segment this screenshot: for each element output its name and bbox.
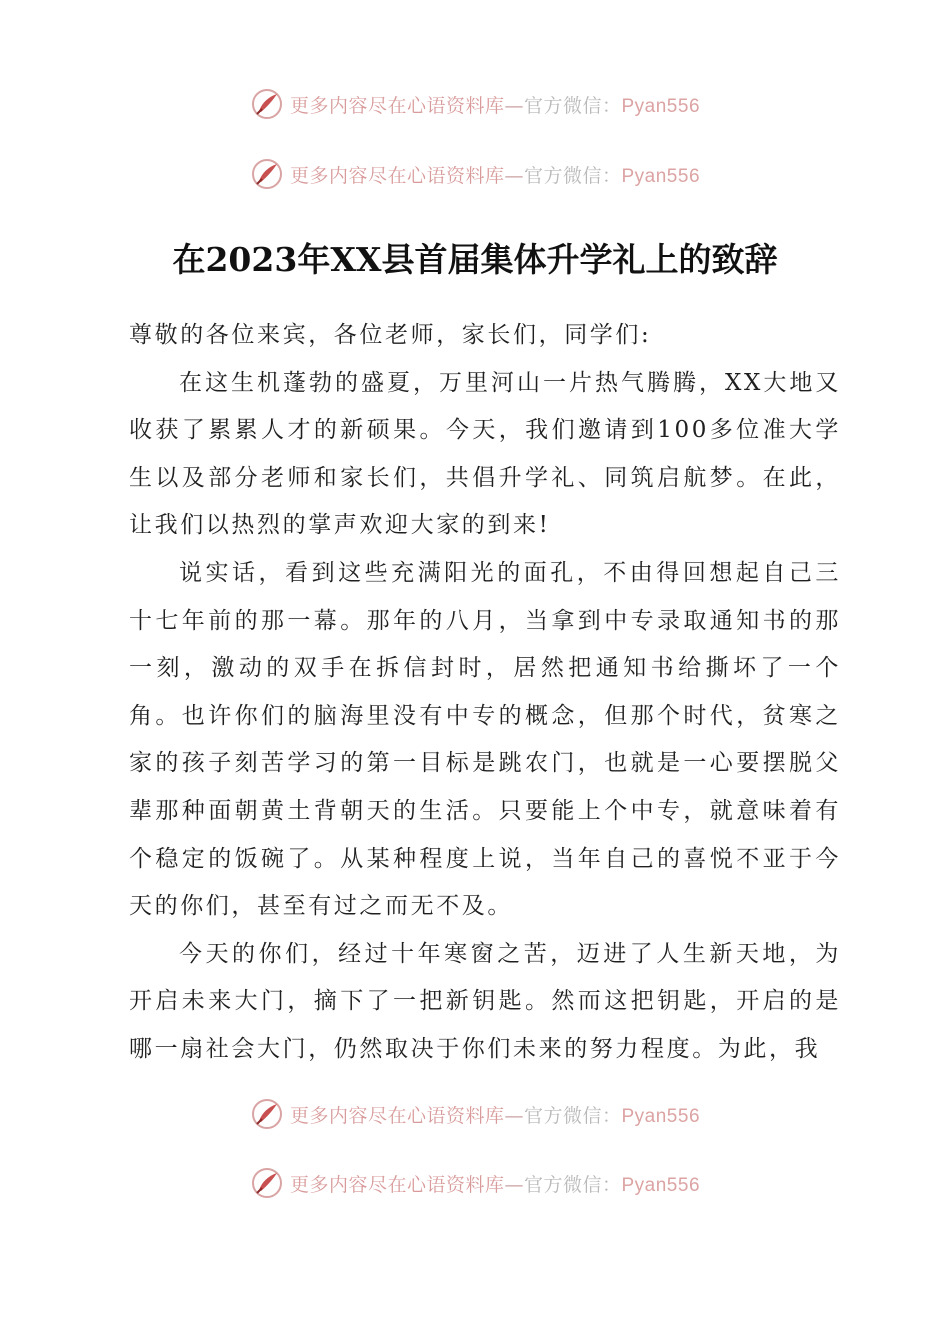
watermark-banner bbox=[0, 1163, 950, 1203]
watermark-text: 更多内容尽在心语资料库—官方微信：Pyan556 bbox=[289, 94, 701, 117]
watermark-text: 更多内容尽在心语资料库—官方微信：Pyan556 bbox=[289, 1173, 701, 1196]
paragraph: 在这生机蓬勃的盛夏，万里河山一片热气腾腾，XX大地又收获了累累人才的新硕果。今天，我们邀请到100多位准大学生以及部分老师和家长们，共倡升学礼、同筑启航梦。在此，让我们以热烈的掌声欢迎大家的到来! bbox=[129, 369, 841, 539]
quill-logo-icon bbox=[250, 1097, 284, 1131]
paragraph: 说实话，看到这些充满阳光的面孔，不由得回想起自己三十七年前的那一幕。那年的八月，当拿到中专录取通知书的那一刻，激动的双手在拆信封时，居然把通知书给撕坏了一个角。也许你们的脑海里没有中专的概念，但那个时代，贫寒之家的孩子刻苦学习的第一目标是跳农门，也就是一心要摆脱父辈那种面朝黄土背朝天的生活。只要能上个中专，就意味着有个稳定的饭碗了。从某种程度上说，当年自己的喜悦不亚于今天的你们，甚至有过之而无不及。 bbox=[129, 559, 841, 920]
quill-logo-icon bbox=[250, 1166, 284, 1200]
quill-logo-icon bbox=[250, 157, 284, 191]
salutation: 尊敬的各位来宾，各位老师，家长们，同学们: bbox=[129, 322, 652, 348]
document-body bbox=[129, 312, 841, 1074]
quill-logo-icon bbox=[250, 87, 284, 121]
watermark-text: 更多内容尽在心语资料库—官方微信：Pyan556 bbox=[289, 1104, 701, 1127]
watermark-banner bbox=[0, 84, 950, 124]
watermark-banner bbox=[0, 154, 950, 194]
watermark-banner bbox=[0, 1094, 950, 1134]
paragraph: 今天的你们，经过十年寒窗之苦，迈进了人生新天地，为开启未来大门，摘下了一把新钥匙。然而这把钥匙，开启的是哪一扇社会大门，仍然取决于你们未来的努力程度。为此，我 bbox=[129, 940, 841, 1062]
watermark-text: 更多内容尽在心语资料库—官方微信：Pyan556 bbox=[289, 164, 701, 187]
document-title: 在2023年XX县首届集体升学礼上的致辞 bbox=[172, 240, 778, 279]
